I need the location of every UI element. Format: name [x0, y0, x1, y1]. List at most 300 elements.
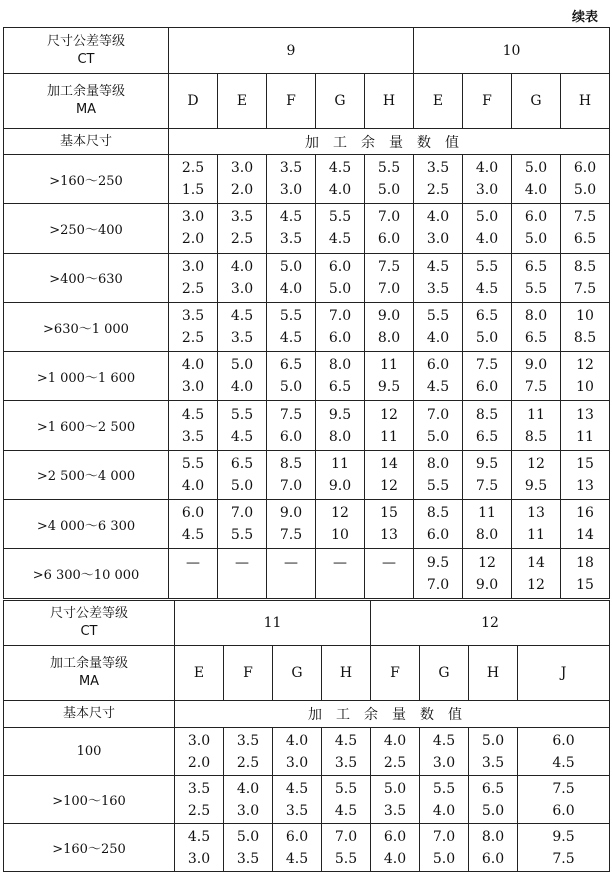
allowance-value-cell [463, 302, 512, 351]
allowance-lower: 7.5 [573, 280, 597, 297]
size-range-cell: >160～250 [4, 155, 169, 204]
allowance-lower: 5.0 [230, 477, 254, 494]
allowance-value-cell [512, 549, 561, 598]
allowance-upper: — [333, 554, 347, 571]
size-range-cell: >2 500～4 000 [4, 450, 169, 499]
ma-grade-cell: G [512, 74, 561, 129]
allowance-upper: 4.5 [334, 732, 358, 749]
allowance-value-cell [175, 824, 224, 872]
allowance-value-cell [218, 302, 267, 351]
allowance-value-cell [322, 728, 371, 776]
allowance-upper: 3.0 [181, 209, 205, 226]
allowance-value-cell [316, 549, 365, 598]
ma-grade-cell: G [316, 74, 365, 129]
allowance-lower: 5.0 [426, 428, 450, 445]
table-row [4, 549, 610, 598]
allowance-value-cell [316, 204, 365, 253]
allowance-upper: 2.5 [181, 160, 205, 177]
allowance-upper: 6.0 [524, 209, 548, 226]
allowance-lower: 3.5 [285, 802, 309, 819]
allowance-upper: 12 [478, 554, 496, 571]
allowance-value-cell [414, 450, 463, 499]
allowance-value-cell [169, 302, 218, 351]
values-label-cell: 加工余量数值 [169, 129, 610, 155]
allowance-lower: 15 [576, 576, 594, 593]
allowance-upper: 6.5 [279, 357, 303, 374]
table1-body [4, 28, 610, 599]
allowance-upper: 15 [576, 455, 594, 472]
allowance-value-cell [169, 155, 218, 204]
allowance-value-cell [224, 776, 273, 824]
allowance-value-cell [561, 401, 610, 450]
allowance-upper: — [382, 554, 396, 571]
allowance-value-cell [561, 253, 610, 302]
allowance-upper: 13 [527, 505, 545, 522]
table-row [4, 352, 610, 401]
allowance-upper: 8.0 [426, 455, 450, 472]
allowance-lower: 11 [380, 428, 398, 445]
ct-grade-cell: 11 [175, 601, 371, 646]
ma-grade-cell: E [218, 74, 267, 129]
ma-grade-cell: F [463, 74, 512, 129]
allowance-value-cell [371, 824, 420, 872]
allowance-value-cell [414, 155, 463, 204]
allowance-upper: 8.0 [481, 828, 505, 845]
allowance-upper: 3.5 [279, 160, 303, 177]
ct-label-cell [4, 601, 175, 646]
allowance-value-cell [469, 824, 518, 872]
allowance-upper: 12 [576, 357, 594, 374]
allowance-value-cell [218, 155, 267, 204]
allowance-value-cell [463, 401, 512, 450]
allowance-value-cell [371, 728, 420, 776]
allowance-value-cell [273, 824, 322, 872]
allowance-value-cell [175, 776, 224, 824]
allowance-upper: 6.5 [475, 308, 499, 325]
allowance-value-cell [169, 204, 218, 253]
allowance-upper: 6.5 [230, 455, 254, 472]
allowance-upper: 5.5 [334, 780, 358, 797]
allowance-upper: 7.5 [475, 357, 499, 374]
allowance-upper: 5.5 [328, 209, 352, 226]
ma-grade-cell: H [365, 74, 414, 129]
allowance-lower: 8.0 [328, 428, 352, 445]
allowance-upper: 9.5 [475, 455, 499, 472]
allowance-upper: 6.0 [328, 258, 352, 275]
allowance-upper: 9.5 [328, 406, 352, 423]
table-row [4, 824, 610, 872]
allowance-value-cell [561, 302, 610, 351]
allowance-lower: 5.0 [475, 330, 499, 347]
allowance-value-cell [463, 155, 512, 204]
ct-row [4, 601, 610, 646]
allowance-value-cell [169, 253, 218, 302]
allowance-lower: 4.0 [426, 330, 450, 347]
allowance-upper: 7.0 [432, 828, 456, 845]
allowance-value-cell [169, 500, 218, 549]
allowance-value-cell [175, 728, 224, 776]
allowance-upper: — [284, 554, 298, 571]
allowance-upper: 12 [380, 406, 398, 423]
allowance-value-cell [463, 450, 512, 499]
table-row [4, 450, 610, 499]
allowance-upper: 3.0 [230, 160, 254, 177]
allowance-lower: 3.5 [181, 428, 205, 445]
allowance-value-cell [469, 728, 518, 776]
allowance-lower: 5.5 [334, 850, 358, 867]
ct-grade-cell: 9 [169, 28, 414, 74]
allowance-value-cell [316, 253, 365, 302]
allowance-lower: 6.0 [279, 428, 303, 445]
allowance-lower: 3.5 [426, 280, 450, 297]
allowance-lower: 8.5 [524, 428, 548, 445]
allowance-value-cell [512, 204, 561, 253]
allowance-upper: 7.0 [334, 828, 358, 845]
allowance-value-cell [365, 450, 414, 499]
allowance-lower: 4.0 [230, 379, 254, 396]
allowance-lower: 6.5 [573, 231, 597, 248]
allowance-value-cell [561, 204, 610, 253]
allowance-upper: 7.5 [552, 780, 575, 797]
allowance-lower: 3.5 [236, 850, 260, 867]
allowance-value-cell [561, 155, 610, 204]
allowance-lower: 2.0 [230, 182, 254, 199]
allowance-lower: 7.0 [377, 280, 401, 297]
ma-label-cell [4, 646, 175, 701]
allowance-upper: 6.5 [481, 780, 505, 797]
allowance-upper: 4.5 [285, 780, 309, 797]
table-row [4, 500, 610, 549]
size-range-cell: >160～250 [4, 824, 175, 872]
allowance-upper: 7.0 [426, 406, 450, 423]
allowance-upper: 6.0 [383, 828, 407, 845]
allowance-upper: 6.0 [181, 505, 205, 522]
allowance-value-cell [169, 549, 218, 598]
allowance-upper: 6.0 [285, 828, 309, 845]
allowance-upper: 11 [380, 357, 398, 374]
allowance-upper: 4.0 [236, 780, 260, 797]
allowance-lower: 3.0 [236, 802, 260, 819]
allowance-value-cell [365, 204, 414, 253]
allowance-lower: 5.5 [230, 527, 254, 544]
ct-label-cell [4, 28, 169, 74]
size-range-cell: 100 [4, 728, 175, 776]
table-row [4, 253, 610, 302]
allowance-value-cell [322, 824, 371, 872]
allowance-value-cell [414, 302, 463, 351]
allowance-upper: 3.5 [426, 160, 450, 177]
allowance-upper: 5.0 [524, 160, 548, 177]
allowance-lower: 3.5 [230, 330, 254, 347]
allowance-lower: 6.0 [552, 802, 575, 819]
ma-grade-cell: E [175, 646, 224, 701]
allowance-lower: 2.5 [383, 754, 407, 771]
allowance-upper: 5.5 [181, 455, 205, 472]
ma-row [4, 646, 610, 701]
allowance-lower: 4.5 [181, 527, 205, 544]
allowance-value-cell [316, 302, 365, 351]
ct-label-line: CT [77, 51, 95, 67]
allowance-value-cell [218, 352, 267, 401]
allowance-value-cell [414, 401, 463, 450]
allowance-upper: 4.5 [432, 732, 456, 749]
allowance-value-cell [512, 302, 561, 351]
allowance-value-cell [169, 401, 218, 450]
allowance-upper: 11 [478, 505, 496, 522]
allowance-upper: 8.0 [328, 357, 352, 374]
size-label-row [4, 129, 610, 155]
allowance-upper: 5.5 [432, 780, 456, 797]
allowance-upper: 7.0 [230, 505, 254, 522]
size-range-cell: >630～1 000 [4, 302, 169, 351]
ct-grade-cell: 10 [414, 28, 610, 74]
allowance-lower: 5.0 [481, 802, 505, 819]
allowance-value-cell [267, 155, 316, 204]
allowance-lower: 2.5 [181, 280, 205, 297]
allowance-value-cell [169, 450, 218, 499]
allowance-value-cell [420, 728, 469, 776]
allowance-lower: 4.0 [279, 280, 303, 297]
ma-row [4, 74, 610, 129]
allowance-upper: 3.5 [236, 732, 260, 749]
allowance-upper: 3.0 [181, 258, 205, 275]
allowance-lower: 3.0 [279, 182, 303, 199]
allowance-lower: 4.5 [552, 754, 575, 771]
allowance-upper: 5.5 [279, 308, 303, 325]
allowance-upper: 6.0 [552, 732, 575, 749]
ma-grade-cell: H [561, 74, 610, 129]
allowance-upper: 5.0 [481, 732, 505, 749]
allowance-value-cell [414, 549, 463, 598]
allowance-lower: 14 [576, 527, 594, 544]
allowance-value-cell [267, 450, 316, 499]
allowance-lower: 7.0 [279, 477, 303, 494]
allowance-lower: 4.0 [475, 231, 499, 248]
allowance-value-cell [512, 352, 561, 401]
table-row [4, 204, 610, 253]
values-label-cell: 加工余量数值 [175, 701, 610, 728]
allowance-value-cell [267, 302, 316, 351]
allowance-lower: 2.5 [187, 802, 211, 819]
allowance-lower: 3.0 [432, 754, 456, 771]
allowance-lower: 4.0 [328, 182, 352, 199]
allowance-upper: 8.5 [279, 455, 303, 472]
allowance-upper: 9.0 [524, 357, 548, 374]
allowance-value-cell [365, 500, 414, 549]
allowance-value-cell [512, 253, 561, 302]
allowance-lower: 5.0 [328, 280, 352, 297]
allowance-upper: 4.0 [285, 732, 309, 749]
allowance-upper: 5.0 [279, 258, 303, 275]
allowance-upper: 7.0 [328, 308, 352, 325]
allowance-upper: 5.0 [236, 828, 260, 845]
allowance-upper: 7.0 [377, 209, 401, 226]
allowance-upper: 8.5 [475, 406, 499, 423]
allowance-lower: 7.5 [524, 379, 548, 396]
allowance-value-cell [518, 824, 610, 872]
allowance-lower: 5.5 [524, 280, 548, 297]
allowance-lower: 5.0 [377, 182, 401, 199]
allowance-lower: 8.0 [377, 330, 401, 347]
allowance-lower: 6.0 [377, 231, 401, 248]
allowance-upper: 11 [527, 406, 545, 423]
allowance-value-cell [512, 401, 561, 450]
allowance-lower: 4.5 [279, 330, 303, 347]
allowance-value-cell [316, 500, 365, 549]
allowance-lower: 4.5 [426, 379, 450, 396]
allowance-value-cell [414, 500, 463, 549]
ma-grade-cell: D [169, 74, 218, 129]
allowance-upper: 8.5 [573, 258, 597, 275]
allowance-upper: 6.5 [524, 258, 548, 275]
allowance-lower: 5.0 [573, 182, 597, 199]
allowance-lower [365, 574, 413, 596]
allowance-lower: 7.0 [426, 576, 450, 593]
allowance-upper: 5.5 [230, 406, 254, 423]
allowance-lower: 9.5 [377, 379, 401, 396]
allowance-lower: 3.0 [187, 850, 211, 867]
allowance-lower: 3.0 [230, 280, 254, 297]
allowance-upper: 4.5 [230, 308, 254, 325]
allowance-value-cell [463, 253, 512, 302]
allowance-lower: 10 [576, 379, 594, 396]
allowance-upper: 4.0 [475, 160, 499, 177]
allowance-upper: 8.0 [524, 308, 548, 325]
allowance-upper: 5.5 [426, 308, 450, 325]
allowance-upper: 12 [527, 455, 545, 472]
allowance-lower [169, 574, 217, 596]
allowance-lower: 2.5 [230, 231, 254, 248]
allowance-upper: 14 [380, 455, 398, 472]
allowance-value-cell [273, 728, 322, 776]
allowance-upper: — [186, 554, 200, 571]
allowance-lower: 4.0 [181, 477, 205, 494]
ma-grade-cell: J [518, 646, 610, 701]
allowance-lower: 13 [576, 477, 594, 494]
ma-grade-cell: F [371, 646, 420, 701]
ct-label-line: CT [80, 624, 98, 639]
allowance-upper: 9.0 [279, 505, 303, 522]
allowance-upper: 7.5 [573, 209, 597, 226]
allowance-upper: 9.5 [426, 554, 450, 571]
allowance-upper: 15 [380, 505, 398, 522]
allowance-lower: 6.0 [475, 379, 499, 396]
allowance-lower: 2.5 [181, 330, 205, 347]
allowance-upper: 5.5 [377, 160, 401, 177]
ct-label-line: 尺寸公差等级 [49, 606, 128, 621]
allowance-value-cell [316, 155, 365, 204]
allowance-lower: 6.0 [328, 330, 352, 347]
allowance-lower: 3.5 [279, 231, 303, 248]
allowance-upper: 5.0 [230, 357, 254, 374]
size-range-cell: >100～160 [4, 776, 175, 824]
allowance-value-cell [267, 204, 316, 253]
ma-label-line: MA [78, 674, 100, 689]
ma-grade-cell: H [469, 646, 518, 701]
ma-grade-cell: F [224, 646, 273, 701]
allowance-upper: 18 [576, 554, 594, 571]
allowance-lower: 2.0 [181, 231, 205, 248]
size-range-cell: >400～630 [4, 253, 169, 302]
allowance-value-cell [365, 302, 414, 351]
allowance-value-cell [365, 401, 414, 450]
allowance-value-cell [512, 500, 561, 549]
allowance-lower: 4.0 [432, 802, 456, 819]
allowance-lower: 3.0 [285, 754, 309, 771]
allowance-lower: 3.5 [481, 754, 505, 771]
table-row [4, 401, 610, 450]
allowance-value-cell [273, 776, 322, 824]
allowance-upper: 4.5 [279, 209, 303, 226]
allowance-value-cell [365, 549, 414, 598]
allowance-lower: 11 [527, 527, 545, 544]
ma-label-line: 加工余量等级 [49, 656, 128, 671]
allowance-upper: 5.0 [383, 780, 407, 797]
allowance-lower: 4.5 [328, 231, 352, 248]
allowance-upper: 9.0 [377, 308, 401, 325]
allowance-lower: 6.5 [328, 379, 352, 396]
allowance-lower [316, 574, 364, 596]
allowance-value-cell [224, 728, 273, 776]
allowance-value-cell [365, 155, 414, 204]
allowance-value-cell [561, 352, 610, 401]
allowance-value-cell [267, 500, 316, 549]
allowance-value-cell [561, 549, 610, 598]
allowance-value-cell [561, 450, 610, 499]
allowance-lower: 4.0 [524, 182, 548, 199]
size-range-cell: >1 000～1 600 [4, 352, 169, 401]
allowance-value-cell [316, 401, 365, 450]
allowance-value-cell [169, 352, 218, 401]
allowance-value-cell [414, 352, 463, 401]
allowance-lower [218, 574, 266, 596]
size-range-cell: >250～400 [4, 204, 169, 253]
allowance-value-cell [316, 352, 365, 401]
ma-grade-cell: H [322, 646, 371, 701]
table-row [4, 302, 610, 351]
allowance-value-cell [512, 450, 561, 499]
ct-row [4, 28, 610, 74]
allowance-value-cell [414, 204, 463, 253]
allowance-value-cell [463, 500, 512, 549]
table2-body [4, 601, 610, 872]
allowance-value-cell [512, 155, 561, 204]
allowance-upper: 4.0 [230, 258, 254, 275]
allowance-value-cell [518, 728, 610, 776]
allowance-value-cell [463, 204, 512, 253]
allowance-table-ct9-10 [3, 27, 610, 599]
allowance-lower: 2.5 [236, 754, 260, 771]
allowance-upper: 4.5 [181, 406, 205, 423]
ct-grade-cell: 12 [371, 601, 610, 646]
allowance-lower: 9.0 [328, 477, 352, 494]
size-range-cell: >6 300～10 000 [4, 549, 169, 598]
allowance-upper: 16 [576, 505, 594, 522]
allowance-lower: 13 [380, 527, 398, 544]
table-row [4, 155, 610, 204]
allowance-value-cell [218, 253, 267, 302]
allowance-upper: 10 [576, 308, 594, 325]
allowance-lower: 9.5 [524, 477, 548, 494]
allowance-lower: 4.0 [383, 850, 407, 867]
allowance-upper: 7.5 [377, 258, 401, 275]
allowance-lower: 12 [527, 576, 545, 593]
allowance-upper: 14 [527, 554, 545, 571]
allowance-lower: 7.5 [475, 477, 499, 494]
allowance-value-cell [267, 549, 316, 598]
allowance-lower: 7.5 [552, 850, 575, 867]
allowance-value-cell [463, 549, 512, 598]
